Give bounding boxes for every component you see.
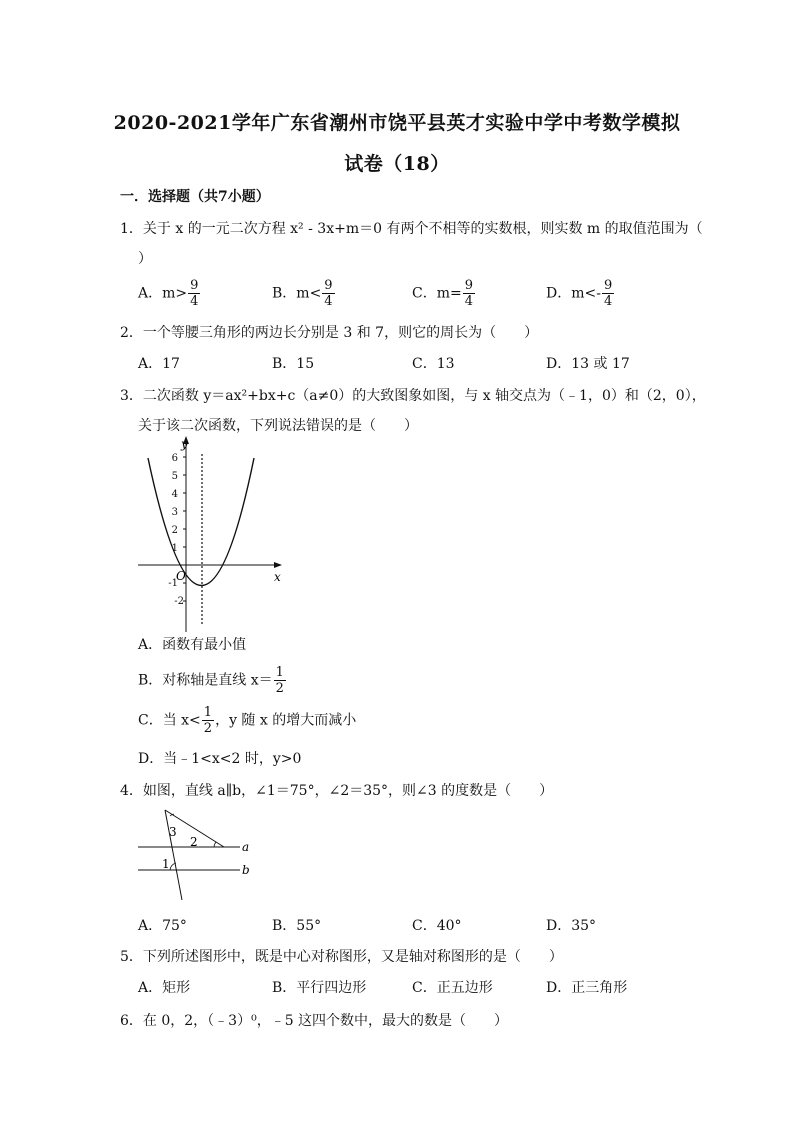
q3-option-b[interactable] xyxy=(138,665,287,696)
q4-option-c[interactable]: C．40° xyxy=(412,918,462,934)
q5-option-c[interactable]: C．正五边形 xyxy=(412,980,493,996)
y-tick-6: 6 xyxy=(171,453,178,464)
q1-option-c-prefix: C．m= xyxy=(412,285,462,302)
question-1-text: 1．关于 x 的一元二次方程 x² - 3x+m＝0 有两个不相等的实数根，则实数 m 的取值范围为（ xyxy=(120,221,703,237)
y-tick-neg1: -1 xyxy=(168,578,178,589)
q1-option-d-fraction: $\frac{9}{4}$ xyxy=(603,278,613,309)
label-b: b xyxy=(242,863,250,877)
q3-option-c-suffix: ，y 随 x 的增大而减小 xyxy=(215,712,357,729)
q1-option-c-fraction: $\frac{9}{4}$ xyxy=(464,278,473,309)
exam-title-line2: 试卷（18） xyxy=(344,153,450,175)
angle-1-label: 1 xyxy=(162,857,170,871)
q1-option-d-prefix: D．m<- xyxy=(546,285,601,302)
label-a: a xyxy=(242,840,250,854)
q2-option-c[interactable]: C．13 xyxy=(412,356,455,372)
x-axis-arrow xyxy=(274,562,282,568)
question-4-text: 4．如图，直线 a∥b，∠1＝75°，∠2＝35°，则∠3 的度数是（ ） xyxy=(120,783,554,799)
q1-option-b[interactable] xyxy=(272,278,336,309)
q1-option-b-fraction: $\frac{9}{4}$ xyxy=(324,278,333,309)
angle-2-label: 2 xyxy=(190,835,198,849)
q4-option-a[interactable]: A．75° xyxy=(138,918,187,934)
q2-option-b[interactable]: B．15 xyxy=(272,356,315,372)
y-tick-3: 3 xyxy=(171,507,178,518)
question-5-text: 5．下列所述图形中，既是中心对称图形，又是轴对称图形的是（ ） xyxy=(120,949,563,965)
q3-option-d[interactable]: D．当﹣1<x<2 时，y>0 xyxy=(138,751,302,767)
q1-option-d[interactable] xyxy=(546,278,615,309)
y-axis-label: y xyxy=(181,437,188,451)
y-tick-2: 2 xyxy=(171,525,178,536)
q3-option-b-prefix: B．对称轴是直线 x＝ xyxy=(138,672,273,689)
q3-option-c[interactable] xyxy=(138,705,356,736)
y-tick-5: 5 xyxy=(171,471,178,482)
q3-option-a[interactable]: A．函数有最小值 xyxy=(138,637,247,653)
y-tick-1: 1 xyxy=(171,543,178,554)
section-heading: 一．选择题（共7小题） xyxy=(120,189,270,205)
angle-3-label: 3 xyxy=(169,825,177,839)
q5-option-b[interactable]: B．平行四边形 xyxy=(272,980,367,996)
q1-option-a[interactable] xyxy=(138,278,201,309)
question-3-text-cont: 关于该二次函数，下列说法错误的是（ ） xyxy=(138,418,418,434)
question-6-text: 6．在 0，2，（﹣3）⁰，﹣5 这四个数中，最大的数是（ ） xyxy=(120,1013,509,1029)
q3-parabola-graph xyxy=(134,436,294,636)
parabola-curve xyxy=(148,458,254,586)
q3-option-c-prefix: C．当 x< xyxy=(138,712,201,729)
y-tick-4: 4 xyxy=(171,489,178,500)
q5-option-a[interactable]: A．矩形 xyxy=(138,980,191,996)
q4-option-d[interactable]: D．35° xyxy=(546,918,597,934)
angle-2-arc xyxy=(214,842,216,847)
q4-option-b[interactable]: B．55° xyxy=(272,918,322,934)
question-3-text: 3．二次函数 y＝ax²+bx+c（a≠0）的大致图象如图，与 x 轴交点为（﹣1，0）和（2，0）， xyxy=(120,388,706,404)
q1-option-a-prefix: A．m> xyxy=(138,285,188,302)
q1-option-c[interactable] xyxy=(412,278,476,309)
y-tick-neg2: -2 xyxy=(174,596,184,607)
q1-option-a-fraction: $\frac{9}{4}$ xyxy=(190,278,199,309)
q1-option-b-prefix: B．m< xyxy=(272,285,322,302)
q3-option-c-fraction: $\frac{1}{2}$ xyxy=(203,705,213,736)
question-1-text-cont: ） xyxy=(138,251,152,267)
exam-title-line1: 2020-2021学年广东省潮州市饶平县英才实验中学中考数学模拟 xyxy=(113,112,681,134)
q4-parallel-lines-figure xyxy=(134,806,254,902)
question-2-text: 2．一个等腰三角形的两边长分别是 3 和 7，则它的周长为（ ） xyxy=(120,325,539,341)
q2-option-a[interactable]: A．17 xyxy=(138,356,180,372)
q3-option-b-fraction: $\frac{1}{2}$ xyxy=(275,665,284,696)
origin-label: O xyxy=(176,569,186,583)
transversal-1 xyxy=(165,810,182,900)
x-axis-label: x xyxy=(274,570,281,584)
q2-option-d[interactable]: D．13 或 17 xyxy=(546,356,630,372)
q5-option-d[interactable]: D．正三角形 xyxy=(546,980,628,996)
